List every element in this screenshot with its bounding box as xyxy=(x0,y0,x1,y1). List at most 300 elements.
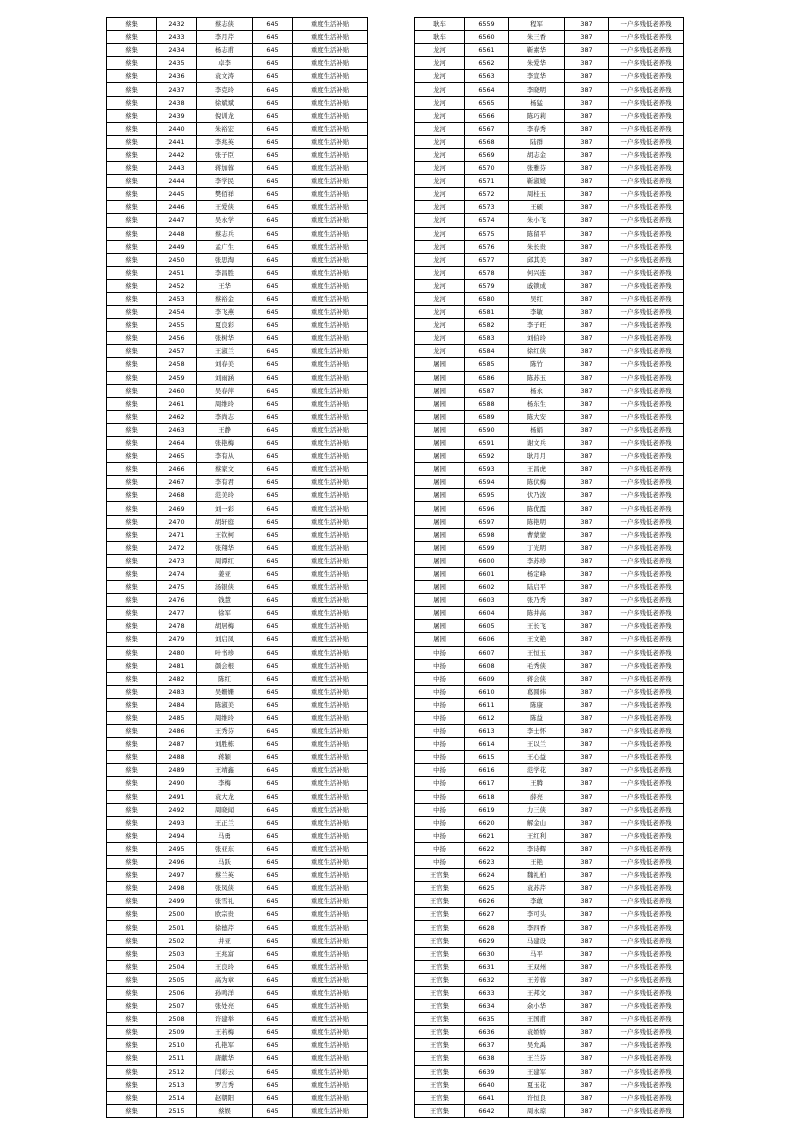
id-cell: 2491 xyxy=(157,790,197,803)
category-cell: 一户多残低老养残 xyxy=(609,685,684,698)
category-cell: 重度生活补贴 xyxy=(293,450,368,463)
category-cell: 重度生活补贴 xyxy=(293,738,368,751)
town-cell: 蔡集 xyxy=(107,1000,157,1013)
town-cell: 蔡集 xyxy=(107,306,157,319)
table-row xyxy=(415,790,684,803)
name-cell: 蒋加蓉 xyxy=(197,162,253,175)
id-cell: 6634 xyxy=(465,1000,509,1013)
id-cell: 6632 xyxy=(465,973,509,986)
name-cell: 张子臣 xyxy=(197,148,253,161)
amount-cell: 645 xyxy=(253,188,293,201)
name-cell: 王兰芬 xyxy=(509,1052,565,1065)
name-cell: 李学民 xyxy=(197,175,253,188)
category-cell: 重度生活补贴 xyxy=(293,135,368,148)
town-cell: 蔡集 xyxy=(107,162,157,175)
amount-cell: 645 xyxy=(253,934,293,947)
category-cell: 重度生活补贴 xyxy=(293,1065,368,1078)
id-cell: 2501 xyxy=(157,921,197,934)
name-cell: 葛圆炜 xyxy=(509,685,565,698)
id-cell: 2454 xyxy=(157,306,197,319)
town-cell: 屠园 xyxy=(415,607,465,620)
amount-cell: 645 xyxy=(253,986,293,999)
table-row xyxy=(107,175,368,188)
category-cell: 重度生活补贴 xyxy=(293,463,368,476)
town-cell: 耿车 xyxy=(415,31,465,44)
town-cell: 中扬 xyxy=(415,777,465,790)
table-row xyxy=(415,672,684,685)
id-cell: 6566 xyxy=(465,109,509,122)
amount-cell: 645 xyxy=(253,384,293,397)
table-row xyxy=(415,44,684,57)
id-cell: 2447 xyxy=(157,214,197,227)
name-cell: 耿月月 xyxy=(509,450,565,463)
category-cell: 重度生活补贴 xyxy=(293,1000,368,1013)
town-cell: 蔡集 xyxy=(107,31,157,44)
id-cell: 2459 xyxy=(157,371,197,384)
town-cell: 屠园 xyxy=(415,515,465,528)
table-row xyxy=(107,803,368,816)
town-cell: 蔡集 xyxy=(107,1091,157,1104)
id-cell: 6572 xyxy=(465,188,509,201)
table-row xyxy=(107,1000,368,1013)
id-cell: 2499 xyxy=(157,895,197,908)
name-cell: 王邦文 xyxy=(509,986,565,999)
table-row xyxy=(107,594,368,607)
id-cell: 2439 xyxy=(157,109,197,122)
name-cell: 陈益 xyxy=(509,711,565,724)
town-cell: 蔡集 xyxy=(107,135,157,148)
town-cell: 蔡集 xyxy=(107,725,157,738)
amount-cell: 387 xyxy=(565,960,609,973)
table-row xyxy=(415,319,684,332)
amount-cell: 387 xyxy=(565,18,609,31)
id-cell: 2514 xyxy=(157,1091,197,1104)
amount-cell: 645 xyxy=(253,842,293,855)
id-cell: 6618 xyxy=(465,790,509,803)
table-row xyxy=(107,711,368,724)
town-cell: 蔡集 xyxy=(107,620,157,633)
table-row xyxy=(415,1026,684,1039)
name-cell: 杨志甫 xyxy=(197,44,253,57)
town-cell: 中扬 xyxy=(415,725,465,738)
category-cell: 重度生活补贴 xyxy=(293,842,368,855)
amount-cell: 387 xyxy=(565,1039,609,1052)
name-cell: 蔡娱 xyxy=(197,1104,253,1117)
category-cell: 一户多残低老养残 xyxy=(609,240,684,253)
name-cell: 张乃秀 xyxy=(509,594,565,607)
id-cell: 6638 xyxy=(465,1052,509,1065)
category-cell: 一户多残低老养残 xyxy=(609,947,684,960)
right-table xyxy=(414,17,684,1118)
amount-cell: 387 xyxy=(565,764,609,777)
amount-cell: 645 xyxy=(253,31,293,44)
category-cell: 重度生活补贴 xyxy=(293,358,368,371)
name-cell: 李有君 xyxy=(197,476,253,489)
name-cell: 孙鸣洋 xyxy=(197,986,253,999)
town-cell: 屠园 xyxy=(415,502,465,515)
id-cell: 2453 xyxy=(157,292,197,305)
category-cell: 一户多残低老养残 xyxy=(609,711,684,724)
id-cell: 2446 xyxy=(157,201,197,214)
town-cell: 屠园 xyxy=(415,633,465,646)
name-cell: 李有从 xyxy=(197,450,253,463)
table-row xyxy=(107,371,368,384)
id-cell: 6588 xyxy=(465,397,509,410)
category-cell: 重度生活补贴 xyxy=(293,973,368,986)
name-cell: 欧宗贵 xyxy=(197,908,253,921)
town-cell: 王官集 xyxy=(415,1013,465,1026)
name-cell: 李克玲 xyxy=(197,83,253,96)
amount-cell: 645 xyxy=(253,266,293,279)
category-cell: 一户多残低老养残 xyxy=(609,1000,684,1013)
name-cell: 李梅 xyxy=(197,777,253,790)
name-cell: 刘伯玲 xyxy=(509,332,565,345)
amount-cell: 645 xyxy=(253,1000,293,1013)
name-cell: 毛秀侠 xyxy=(509,659,565,672)
amount-cell: 387 xyxy=(565,659,609,672)
table-row xyxy=(107,135,368,148)
town-cell: 中扬 xyxy=(415,751,465,764)
id-cell: 6624 xyxy=(465,869,509,882)
table-row xyxy=(415,816,684,829)
table-row xyxy=(415,450,684,463)
id-cell: 2484 xyxy=(157,698,197,711)
name-cell: 胡居梅 xyxy=(197,620,253,633)
town-cell: 蔡集 xyxy=(107,986,157,999)
category-cell: 重度生活补贴 xyxy=(293,279,368,292)
name-cell: 解金山 xyxy=(509,816,565,829)
name-cell: 陈巧莉 xyxy=(509,109,565,122)
name-cell: 李敢 xyxy=(509,895,565,908)
table-row xyxy=(415,541,684,554)
town-cell: 蔡集 xyxy=(107,201,157,214)
category-cell: 一户多残低老养残 xyxy=(609,162,684,175)
id-cell: 2433 xyxy=(157,31,197,44)
town-cell: 王官集 xyxy=(415,960,465,973)
id-cell: 2442 xyxy=(157,148,197,161)
id-cell: 6641 xyxy=(465,1091,509,1104)
amount-cell: 387 xyxy=(565,502,609,515)
town-cell: 王官集 xyxy=(415,1065,465,1078)
table-row xyxy=(107,777,368,790)
category-cell: 一户多残低老养残 xyxy=(609,803,684,816)
name-cell: 李宣华 xyxy=(509,70,565,83)
amount-cell: 645 xyxy=(253,1091,293,1104)
name-cell: 王双州 xyxy=(509,960,565,973)
category-cell: 一户多残低老养残 xyxy=(609,895,684,908)
name-cell: 杨娟 xyxy=(509,423,565,436)
name-cell: 蔡志兵 xyxy=(197,227,253,240)
table-row xyxy=(107,672,368,685)
town-cell: 蔡集 xyxy=(107,148,157,161)
table-row xyxy=(415,292,684,305)
name-cell: 王若梅 xyxy=(197,1026,253,1039)
amount-cell: 387 xyxy=(565,332,609,345)
id-cell: 2483 xyxy=(157,685,197,698)
town-cell: 王官集 xyxy=(415,882,465,895)
id-cell: 2444 xyxy=(157,175,197,188)
amount-cell: 387 xyxy=(565,1052,609,1065)
table-row xyxy=(107,646,368,659)
town-cell: 中扬 xyxy=(415,685,465,698)
table-row xyxy=(415,188,684,201)
table-row xyxy=(107,633,368,646)
table-row xyxy=(107,921,368,934)
category-cell: 重度生活补贴 xyxy=(293,672,368,685)
category-cell: 一户多残低老养残 xyxy=(609,489,684,502)
category-cell: 一户多残低老养残 xyxy=(609,109,684,122)
id-cell: 2513 xyxy=(157,1078,197,1091)
name-cell: 朱裕宏 xyxy=(197,122,253,135)
table-row xyxy=(415,986,684,999)
table-row xyxy=(415,698,684,711)
id-cell: 6583 xyxy=(465,332,509,345)
town-cell: 蔡集 xyxy=(107,437,157,450)
table-row xyxy=(415,659,684,672)
amount-cell: 387 xyxy=(565,934,609,947)
id-cell: 2487 xyxy=(157,738,197,751)
table-row xyxy=(107,1013,368,1026)
id-cell: 2486 xyxy=(157,725,197,738)
category-cell: 重度生活补贴 xyxy=(293,921,368,934)
town-cell: 王官集 xyxy=(415,1039,465,1052)
town-cell: 蔡集 xyxy=(107,842,157,855)
town-cell: 龙河 xyxy=(415,135,465,148)
name-cell: 王钦柯 xyxy=(197,528,253,541)
table-row xyxy=(415,751,684,764)
name-cell: 吴红 xyxy=(509,292,565,305)
category-cell: 重度生活补贴 xyxy=(293,646,368,659)
table-row xyxy=(107,292,368,305)
name-cell: 王昌虎 xyxy=(509,463,565,476)
name-cell: 陈艳明 xyxy=(509,515,565,528)
amount-cell: 645 xyxy=(253,960,293,973)
town-cell: 中扬 xyxy=(415,790,465,803)
id-cell: 6590 xyxy=(465,423,509,436)
town-cell: 蔡集 xyxy=(107,96,157,109)
amount-cell: 645 xyxy=(253,751,293,764)
table-row xyxy=(415,214,684,227)
name-cell: 吴春萍 xyxy=(197,384,253,397)
id-cell: 2507 xyxy=(157,1000,197,1013)
town-cell: 屠园 xyxy=(415,397,465,410)
town-cell: 王官集 xyxy=(415,895,465,908)
town-cell: 蔡集 xyxy=(107,83,157,96)
amount-cell: 645 xyxy=(253,109,293,122)
name-cell: 吴允禹 xyxy=(509,1039,565,1052)
category-cell: 重度生活补贴 xyxy=(293,869,368,882)
category-cell: 一户多残低老养残 xyxy=(609,869,684,882)
table-row xyxy=(107,620,368,633)
town-cell: 蔡集 xyxy=(107,803,157,816)
town-cell: 蔡集 xyxy=(107,764,157,777)
town-cell: 蔡集 xyxy=(107,1078,157,1091)
town-cell: 龙河 xyxy=(415,240,465,253)
name-cell: 谢文兵 xyxy=(509,437,565,450)
category-cell: 重度生活补贴 xyxy=(293,711,368,724)
table-row xyxy=(415,279,684,292)
category-cell: 重度生活补贴 xyxy=(293,947,368,960)
amount-cell: 387 xyxy=(565,83,609,96)
table-row xyxy=(415,1091,684,1104)
town-cell: 蔡集 xyxy=(107,515,157,528)
category-cell: 一户多残低老养残 xyxy=(609,358,684,371)
name-cell: 靳淑媛 xyxy=(509,175,565,188)
town-cell: 耿车 xyxy=(415,18,465,31)
amount-cell: 645 xyxy=(253,816,293,829)
amount-cell: 387 xyxy=(565,423,609,436)
category-cell: 重度生活补贴 xyxy=(293,594,368,607)
table-row xyxy=(415,371,684,384)
id-cell: 2477 xyxy=(157,607,197,620)
town-cell: 龙河 xyxy=(415,122,465,135)
name-cell: 陆群 xyxy=(509,135,565,148)
category-cell: 重度生活补贴 xyxy=(293,554,368,567)
amount-cell: 387 xyxy=(565,515,609,528)
name-cell: 朱小飞 xyxy=(509,214,565,227)
amount-cell: 387 xyxy=(565,1078,609,1091)
category-cell: 重度生活补贴 xyxy=(293,895,368,908)
table-row xyxy=(107,960,368,973)
category-cell: 重度生活补贴 xyxy=(293,44,368,57)
name-cell: 王恒玉 xyxy=(509,646,565,659)
town-cell: 龙河 xyxy=(415,332,465,345)
table-row xyxy=(107,122,368,135)
amount-cell: 645 xyxy=(253,502,293,515)
name-cell: 胡志金 xyxy=(509,148,565,161)
category-cell: 一户多残低老养残 xyxy=(609,384,684,397)
category-cell: 一户多残低老养残 xyxy=(609,764,684,777)
category-cell: 一户多残低老养残 xyxy=(609,986,684,999)
name-cell: 陆启平 xyxy=(509,581,565,594)
table-row xyxy=(415,738,684,751)
id-cell: 2488 xyxy=(157,751,197,764)
name-cell: 魏礼柏 xyxy=(509,869,565,882)
category-cell: 重度生活补贴 xyxy=(293,502,368,515)
town-cell: 蔡集 xyxy=(107,266,157,279)
category-cell: 一户多残低老养残 xyxy=(609,1065,684,1078)
name-cell: 叶书珍 xyxy=(197,646,253,659)
town-cell: 龙河 xyxy=(415,70,465,83)
name-cell: 马平 xyxy=(509,947,565,960)
table-row xyxy=(415,711,684,724)
amount-cell: 645 xyxy=(253,620,293,633)
amount-cell: 645 xyxy=(253,135,293,148)
id-cell: 2441 xyxy=(157,135,197,148)
name-cell: 高为章 xyxy=(197,973,253,986)
category-cell: 重度生活补贴 xyxy=(293,764,368,777)
amount-cell: 645 xyxy=(253,725,293,738)
amount-cell: 645 xyxy=(253,463,293,476)
table-row xyxy=(107,384,368,397)
town-cell: 屠园 xyxy=(415,476,465,489)
id-cell: 6567 xyxy=(465,122,509,135)
category-cell: 重度生活补贴 xyxy=(293,541,368,554)
town-cell: 蔡集 xyxy=(107,227,157,240)
category-cell: 重度生活补贴 xyxy=(293,829,368,842)
category-cell: 一户多残低老养残 xyxy=(609,777,684,790)
id-cell: 2465 xyxy=(157,450,197,463)
amount-cell: 387 xyxy=(565,358,609,371)
id-cell: 6605 xyxy=(465,620,509,633)
amount-cell: 645 xyxy=(253,659,293,672)
town-cell: 蔡集 xyxy=(107,1013,157,1026)
id-cell: 6606 xyxy=(465,633,509,646)
table-row xyxy=(415,528,684,541)
amount-cell: 387 xyxy=(565,620,609,633)
amount-cell: 645 xyxy=(253,777,293,790)
id-cell: 6597 xyxy=(465,515,509,528)
name-cell: 蒋颖 xyxy=(197,751,253,764)
amount-cell: 645 xyxy=(253,790,293,803)
table-row xyxy=(107,96,368,109)
table-row xyxy=(107,319,368,332)
table-row xyxy=(107,764,368,777)
amount-cell: 387 xyxy=(565,1026,609,1039)
amount-cell: 387 xyxy=(565,541,609,554)
id-cell: 6600 xyxy=(465,554,509,567)
table-row xyxy=(107,882,368,895)
id-cell: 2467 xyxy=(157,476,197,489)
table-row xyxy=(415,725,684,738)
table-row xyxy=(415,18,684,31)
id-cell: 2452 xyxy=(157,279,197,292)
amount-cell: 645 xyxy=(253,410,293,423)
town-cell: 中扬 xyxy=(415,764,465,777)
amount-cell: 387 xyxy=(565,921,609,934)
table-row xyxy=(415,31,684,44)
table-row xyxy=(107,581,368,594)
id-cell: 2432 xyxy=(157,18,197,31)
category-cell: 重度生活补贴 xyxy=(293,371,368,384)
amount-cell: 387 xyxy=(565,725,609,738)
name-cell: 王靖鑫 xyxy=(197,764,253,777)
id-cell: 2479 xyxy=(157,633,197,646)
town-cell: 龙河 xyxy=(415,96,465,109)
town-cell: 蔡集 xyxy=(107,921,157,934)
town-cell: 龙河 xyxy=(415,214,465,227)
amount-cell: 387 xyxy=(565,384,609,397)
amount-cell: 645 xyxy=(253,57,293,70)
category-cell: 重度生活补贴 xyxy=(293,725,368,738)
id-cell: 2505 xyxy=(157,973,197,986)
name-cell: 王静 xyxy=(197,423,253,436)
table-row xyxy=(107,227,368,240)
town-cell: 龙河 xyxy=(415,253,465,266)
name-cell: 朱长贵 xyxy=(509,240,565,253)
id-cell: 2504 xyxy=(157,960,197,973)
table-row xyxy=(415,175,684,188)
table-row xyxy=(107,1104,368,1117)
name-cell: 王华 xyxy=(197,279,253,292)
name-cell: 王建军 xyxy=(509,1065,565,1078)
category-cell: 重度生活补贴 xyxy=(293,83,368,96)
name-cell: 李敏 xyxy=(509,306,565,319)
town-cell: 蔡集 xyxy=(107,816,157,829)
town-cell: 蔡集 xyxy=(107,188,157,201)
category-cell: 一户多残低老养残 xyxy=(609,672,684,685)
amount-cell: 387 xyxy=(565,135,609,148)
amount-cell: 645 xyxy=(253,685,293,698)
amount-cell: 645 xyxy=(253,554,293,567)
table-row xyxy=(107,1039,368,1052)
town-cell: 中扬 xyxy=(415,816,465,829)
town-cell: 中扬 xyxy=(415,698,465,711)
amount-cell: 645 xyxy=(253,240,293,253)
id-cell: 2500 xyxy=(157,908,197,921)
town-cell: 蔡集 xyxy=(107,1026,157,1039)
table-row xyxy=(415,384,684,397)
